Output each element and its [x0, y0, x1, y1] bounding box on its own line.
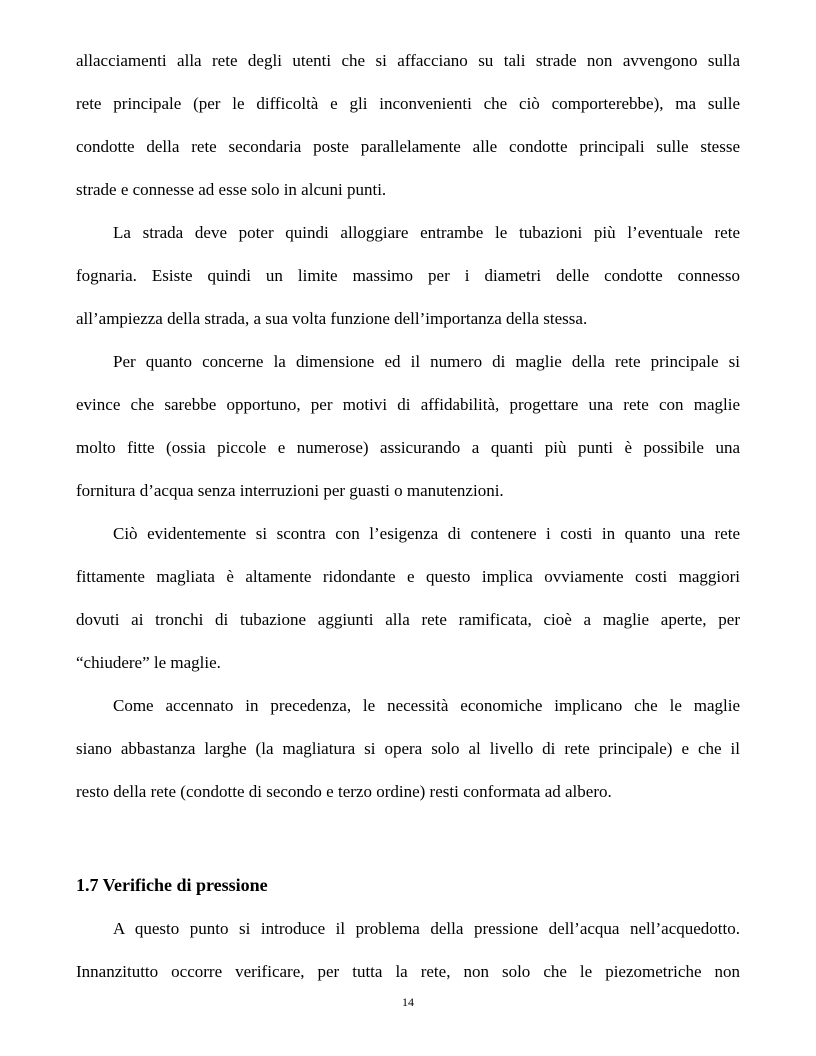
paragraph-5-line-3: resto della rete (condotte di secondo e terzo ordine) resti conformata ad albero. [76, 782, 612, 801]
paragraph-1-line-2: rete principale (per le difficoltà e gli inconvenienti che ciò comporterebbe), ma sulle [76, 94, 740, 113]
section-heading: 1.7 Verifiche di pressione [76, 875, 268, 895]
page-number: 14 [402, 995, 414, 1009]
paragraph-4-line-4: “chiudere” le maglie. [76, 653, 221, 672]
paragraph-2-line-2: fognaria. Esiste quindi un limite massimo per i diametri delle condotte connesso [76, 266, 740, 285]
paragraph-4-line-3: dovuti ai tronchi di tubazione aggiunti alla rete ramificata, cioè a maglie aperte, per [76, 610, 740, 629]
section-paragraph-line-1: A questo punto si introduce il problema della pressione dell’acqua nell’acquedotto. [113, 919, 740, 938]
paragraph-1-line-4: strade e connesse ad esse solo in alcuni punti. [76, 180, 387, 199]
paragraph-3-line-3: molto fitte (ossia piccole e numerose) assicurando a quanti più punti è possibile una [76, 438, 740, 457]
paragraph-4-line-1: Ciò evidentemente si scontra con l’esigenza di contenere i costi in quanto una rete [113, 524, 740, 543]
paragraph-1-line-3: condotte della rete secondaria poste parallelamente alle condotte principali sulle stesse [76, 137, 740, 156]
paragraph-1-line-1: allacciamenti alla rete degli utenti che si affacciano su tali strade non avvengono sulla [76, 51, 740, 70]
paragraph-3-line-1: Per quanto concerne la dimensione ed il numero di maglie della rete principale si [113, 352, 740, 371]
paragraph-3-line-2: evince che sarebbe opportuno, per motivi di affidabilità, progettare una rete con maglie [76, 395, 740, 414]
paragraph-2-line-3: all’ampiezza della strada, a sua volta funzione dell’importanza della stessa. [76, 309, 588, 328]
paragraph-3-line-4: fornitura d’acqua senza interruzioni per guasti o manutenzioni. [76, 481, 504, 500]
section-paragraph-line-2: Innanzitutto occorre verificare, per tutta la rete, non solo che le piezometriche non [76, 962, 740, 981]
paragraph-5-line-1: Come accennato in precedenza, le necessità economiche implicano che le maglie [113, 696, 740, 715]
paragraph-5-line-2: siano abbastanza larghe (la magliatura si opera solo al livello di rete principale) e che il [76, 739, 740, 758]
paragraph-2-line-1: La strada deve poter quindi alloggiare entrambe le tubazioni più l’eventuale rete [113, 223, 740, 242]
paragraph-4-line-2: fittamente magliata è altamente ridondante e questo implica ovviamente costi maggiori [76, 567, 740, 586]
